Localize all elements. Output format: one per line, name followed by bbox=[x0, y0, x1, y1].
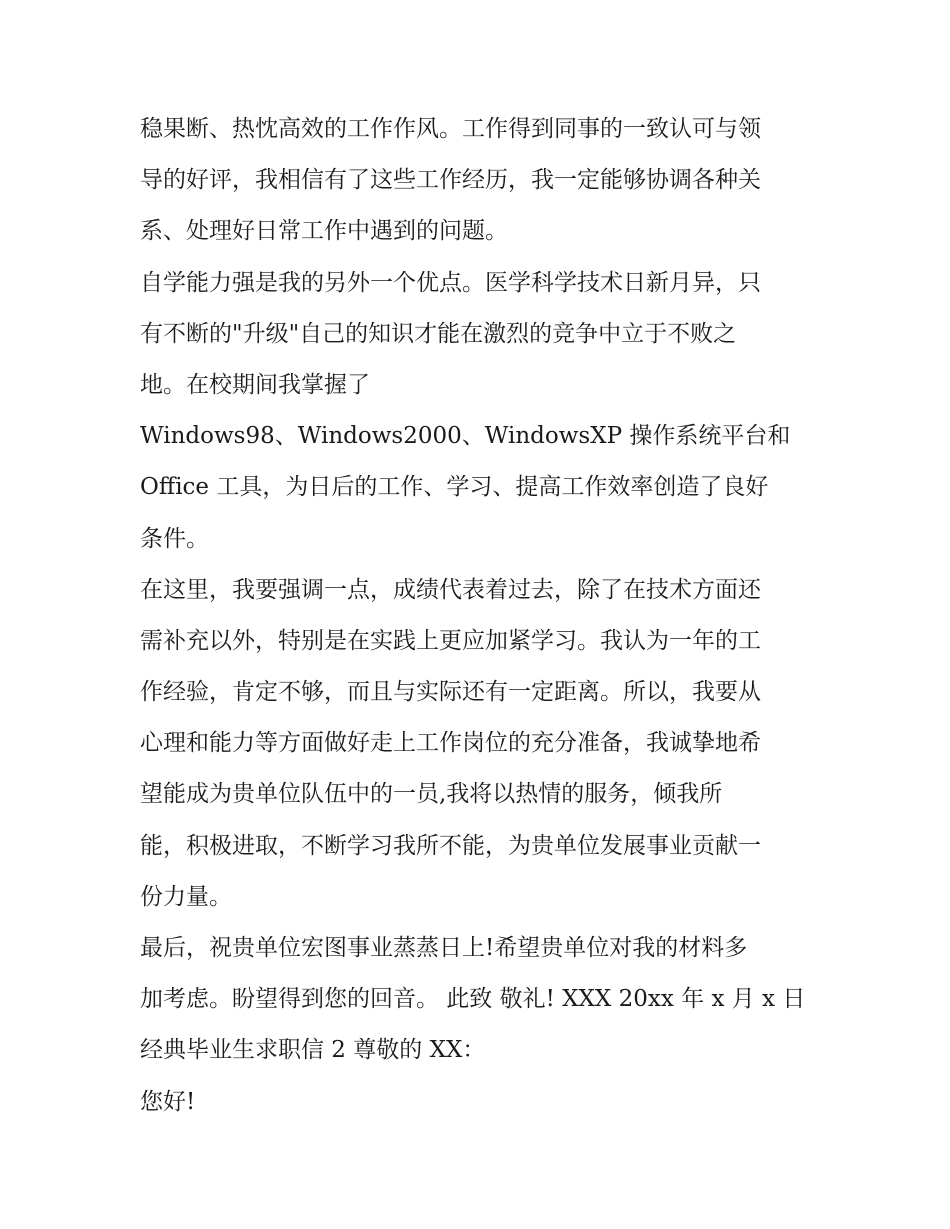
text-line: Office 工具，为日后的工作、学习、提高工作效率创造了良好 bbox=[140, 474, 769, 501]
text-line: Windows98、Windows2000、WindowsXP 操作系统平台和 bbox=[140, 423, 791, 450]
text-line: 需补充以外，特别是在实践上更应加紧学习。我认为一年的工 bbox=[140, 627, 761, 654]
text-line: 在这里，我要强调一点，成绩代表着过去，除了在技术方面还 bbox=[140, 576, 761, 603]
text-line: 作经验，肯定不够，而且与实际还有一定距离。所以，我要从 bbox=[140, 679, 761, 706]
text-line: 心理和能力等方面做好走上工作岗位的充分准备，我诚挚地希 bbox=[140, 730, 761, 757]
text-line: 能，积极进取，不断学习我所不能，为贵单位发展事业贡献一 bbox=[140, 832, 761, 859]
text-line: 有不断的"升级"自己的知识才能在激烈的竞争中立于不败之 bbox=[140, 320, 737, 347]
text-line: 自学能力强是我的另外一个优点。医学科学技术日新月异，只 bbox=[140, 269, 761, 296]
text-line: 导的好评，我相信有了这些工作经历，我一定能够协调各种关 bbox=[140, 167, 761, 194]
letter-body bbox=[140, 104, 820, 1128]
text-line: 望能成为贵单位队伍中的一员,我将以热情的服务，倾我所 bbox=[140, 781, 723, 808]
text-line: 加考虑。盼望得到您的回音。 此致 敬礼! XXX 20xx 年 x 月 x 日 bbox=[140, 986, 806, 1013]
text-line: 地。在校期间我掌握了 bbox=[140, 371, 370, 398]
text-line: 系、处理好日常工作中遇到的问题。 bbox=[140, 218, 508, 245]
text-line: 经典毕业生求职信 2 尊敬的 XX： bbox=[140, 1037, 486, 1064]
text-line: 份力量。 bbox=[140, 883, 232, 910]
text-line: 条件。 bbox=[140, 525, 209, 552]
text-line: 您好! bbox=[140, 1088, 196, 1115]
text-line: 稳果断、热忱高效的工作作风。工作得到同事的一致认可与领 bbox=[140, 116, 761, 142]
text-line: 最后，祝贵单位宏图事业蒸蒸日上!希望贵单位对我的材料多 bbox=[140, 935, 748, 961]
